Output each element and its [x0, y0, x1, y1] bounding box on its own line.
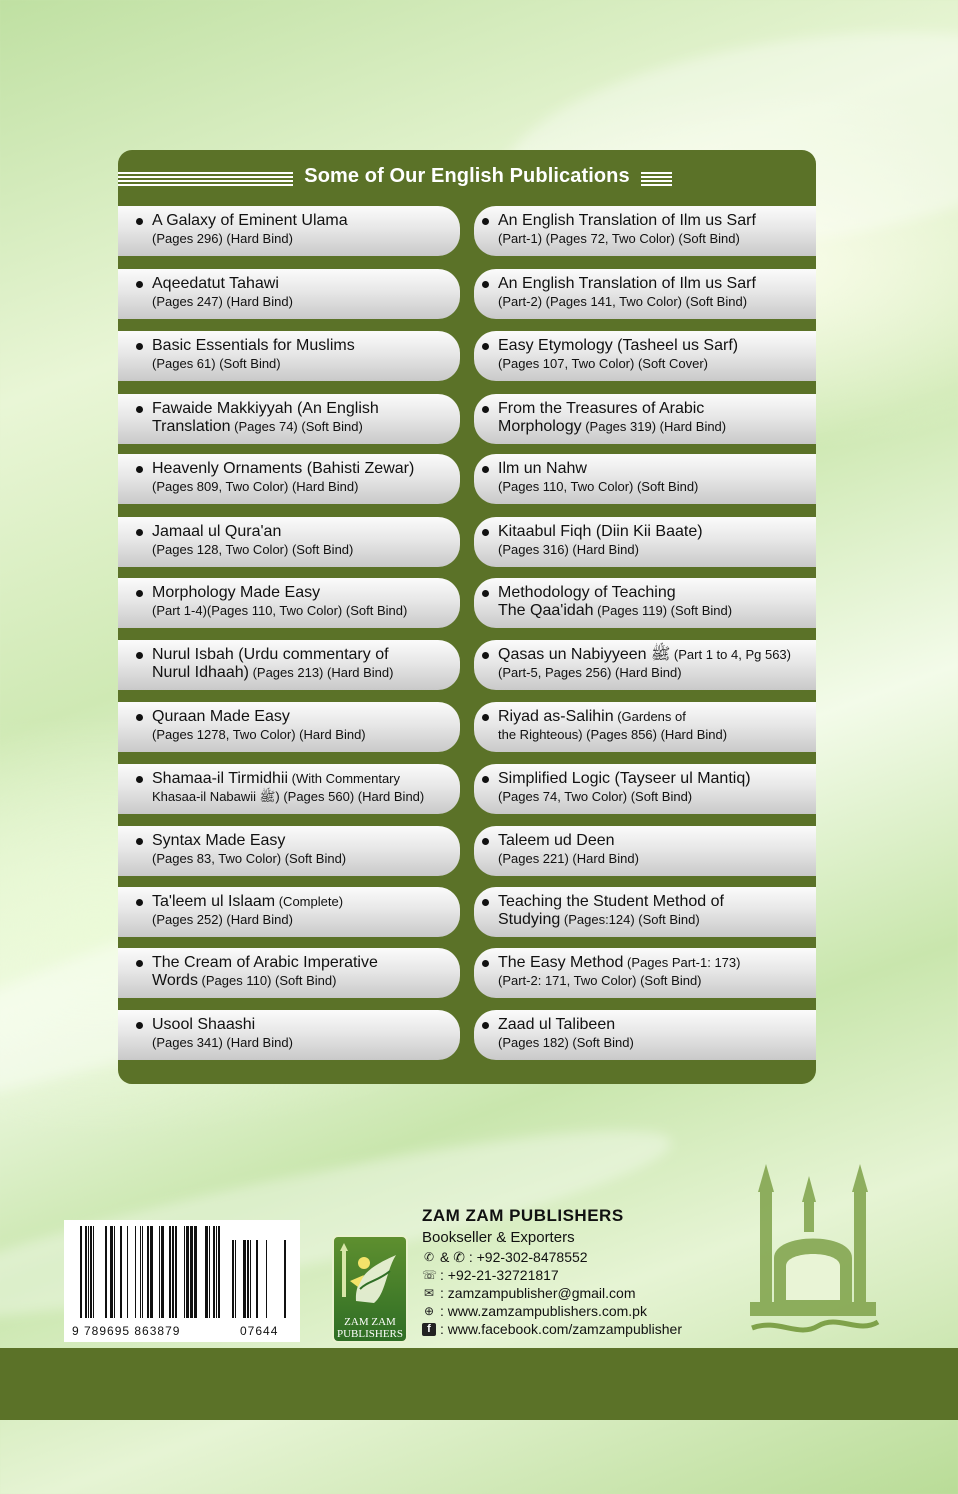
- barcode-bar: [186, 1226, 189, 1318]
- title-text: An English Translation of Ilm us Sarf: [498, 275, 756, 292]
- mobile-number: & ✆ : +92-302-8478552: [440, 1249, 588, 1265]
- title-text: Methodology of Teaching: [498, 584, 676, 601]
- barcode-bar: [135, 1226, 136, 1318]
- publication-title: [498, 770, 816, 788]
- publication-item: [118, 517, 460, 567]
- title-text: Quraan Made Easy: [152, 708, 290, 725]
- isbn-number: 9 789695 863879: [72, 1324, 181, 1338]
- title-note: (Part 1 to 4, Pg 563): [670, 647, 791, 662]
- details-text: (Pages 119) (Soft Bind): [593, 603, 733, 618]
- publication-details: [498, 293, 816, 311]
- details-text: (Pages 107, Two Color) (Soft Cover): [498, 356, 709, 371]
- publication-item: [118, 702, 460, 752]
- barcode-bar: [150, 1226, 153, 1318]
- details-text: (Part-5, Pages 256) (Hard Bind): [498, 665, 682, 680]
- publication-item: [118, 331, 460, 381]
- contact-row-phone: [422, 1266, 682, 1284]
- panel-header: [118, 164, 816, 194]
- publication-item: [118, 1010, 460, 1060]
- title-text: The Easy Method: [498, 954, 624, 971]
- publication-title: [498, 893, 816, 911]
- publication-item: [118, 948, 460, 998]
- publication-item: [118, 454, 460, 504]
- publication-title: [152, 832, 460, 850]
- title-continuation: Morphology: [498, 418, 582, 435]
- publication-item: [474, 454, 816, 504]
- barcode-bar: [235, 1240, 236, 1318]
- barcode-bars: [80, 1226, 286, 1318]
- barcode-bar: [190, 1226, 193, 1318]
- barcode-bar: [232, 1240, 234, 1318]
- publication-details: [498, 230, 816, 248]
- publication-title: [152, 212, 460, 230]
- title-note: (Pages Part-1: 173): [623, 955, 741, 970]
- details-text: (Pages 252) (Hard Bind): [152, 912, 293, 927]
- publication-title: [152, 400, 460, 418]
- title-text: Ilm un Nahw: [498, 460, 587, 477]
- publication-title: [152, 1016, 460, 1034]
- title-note: (Gardens of: [613, 709, 686, 724]
- title-text: Jamaal ul Qura'an: [152, 523, 282, 540]
- publication-details: [152, 788, 460, 806]
- publication-item: [474, 578, 816, 628]
- contact-row-email: [422, 1284, 682, 1302]
- barcode-bar: [110, 1226, 113, 1318]
- details-text: (Part-1) (Pages 72, Two Color) (Soft Bind): [498, 231, 740, 246]
- details-text: (Pages 83, Two Color) (Soft Bind): [152, 851, 347, 866]
- barcode-bar: [88, 1226, 89, 1318]
- publication-title: [498, 337, 816, 355]
- barcode-bar: [120, 1226, 122, 1318]
- publication-details: [498, 602, 816, 620]
- title-note: (Complete): [275, 894, 344, 909]
- publication-details: [152, 478, 460, 496]
- publication-item: [118, 269, 460, 319]
- details-text: (Pages 341) (Hard Bind): [152, 1035, 293, 1050]
- barcode-bar: [105, 1226, 107, 1318]
- publication-title: [152, 337, 460, 355]
- details-text: (Pages 296) (Hard Bind): [152, 231, 293, 246]
- phone-number: : +92-21-32721817: [440, 1267, 559, 1283]
- publication-details: [498, 664, 816, 682]
- publication-details: [152, 911, 460, 929]
- contact-row-website: [422, 1302, 682, 1320]
- publication-title: [498, 460, 816, 478]
- publication-title: [152, 708, 460, 726]
- title-text: Nurul Isbah (Urdu commentary of: [152, 646, 389, 663]
- details-text: (Pages:124) (Soft Bind): [560, 912, 700, 927]
- barcode-bar: [284, 1240, 286, 1318]
- title-text: Shamaa-il Tirmidhii: [152, 770, 289, 787]
- publication-details: [152, 726, 460, 744]
- barcode-bar: [169, 1226, 171, 1318]
- barcode-bar: [175, 1226, 177, 1318]
- publication-item: [474, 331, 816, 381]
- barcode-bar: [247, 1240, 249, 1318]
- zamzam-emblem-icon: [334, 1241, 406, 1315]
- barcode-bar: [184, 1226, 185, 1318]
- facebook-url: : www.facebook.com/zamzampublisher: [440, 1321, 682, 1337]
- details-text: (Pages 247) (Hard Bind): [152, 294, 293, 309]
- publication-item: [474, 1010, 816, 1060]
- title-text: The Cream of Arabic Imperative: [152, 954, 378, 971]
- isbn-barcode: [64, 1220, 300, 1342]
- details-text: the Righteous) (Pages 856) (Hard Bind): [498, 727, 728, 742]
- footer-band: [0, 1348, 958, 1420]
- publication-title: [152, 275, 460, 293]
- barcode-bar: [250, 1240, 251, 1318]
- publication-details: [152, 418, 460, 436]
- title-continuation: Nurul Idhaah): [152, 664, 249, 681]
- publication-details: [152, 664, 460, 682]
- details-text: (Pages 74, Two Color) (Soft Bind): [498, 789, 693, 804]
- publication-details: [498, 355, 816, 373]
- publication-item: [118, 826, 460, 876]
- publication-title: [498, 275, 816, 293]
- publication-details: [152, 541, 460, 559]
- publisher-contact: [422, 1206, 682, 1338]
- publication-details: [498, 788, 816, 806]
- title-text: Syntax Made Easy: [152, 832, 286, 849]
- publication-details: [498, 850, 816, 868]
- publication-details: [152, 230, 460, 248]
- barcode-bar: [127, 1226, 128, 1318]
- barcode-bar: [93, 1226, 94, 1318]
- barcode-bar: [213, 1226, 215, 1318]
- barcode-bar: [159, 1226, 160, 1318]
- barcode-bar: [209, 1226, 210, 1318]
- details-text: (Pages 182) (Soft Bind): [498, 1035, 634, 1050]
- publication-title: [152, 584, 460, 602]
- publication-item: [118, 394, 460, 444]
- title-text: Qasas un Nabiyyeen ﷺ: [498, 646, 671, 663]
- publication-title: [152, 893, 460, 911]
- title-continuation: Studying: [498, 911, 561, 928]
- title-text: Simplified Logic (Tayseer ul Mantiq): [498, 770, 751, 787]
- publications-panel: [118, 150, 816, 1084]
- title-text: Ta'leem ul Islaam: [152, 893, 276, 910]
- publication-item: [474, 640, 816, 690]
- publication-title: [498, 708, 816, 726]
- details-text: (Pages 110) (Soft Bind): [197, 973, 337, 988]
- logo-text-line2: PUBLISHERS: [336, 1328, 404, 1340]
- phone-whatsapp-icon: ✆: [423, 1250, 435, 1264]
- barcode-bar: [140, 1226, 141, 1318]
- publication-title: [152, 523, 460, 541]
- publication-title: [498, 954, 816, 972]
- publication-details: [498, 418, 816, 436]
- publication-details: [498, 541, 816, 559]
- title-text: Taleem ud Deen: [498, 832, 615, 849]
- publication-item: [474, 394, 816, 444]
- barcode-bar: [216, 1226, 217, 1318]
- publication-details: [152, 602, 460, 620]
- mosque-emblem-icon: [738, 1162, 888, 1342]
- publication-item: [118, 206, 460, 256]
- publication-details: [152, 293, 460, 311]
- barcode-bar: [114, 1226, 115, 1318]
- details-text: (Pages 213) (Hard Bind): [248, 665, 394, 680]
- publication-item: [118, 887, 460, 937]
- title-text: Aqeedatut Tahawi: [152, 275, 279, 292]
- contact-row-facebook: [422, 1320, 682, 1338]
- publication-item: [474, 517, 816, 567]
- publication-title: [498, 212, 816, 230]
- publication-title: [152, 646, 460, 664]
- publication-item: [474, 702, 816, 752]
- publication-details: [498, 911, 816, 929]
- title-text: Easy Etymology (Tasheel us Sarf): [498, 337, 739, 354]
- addon-number: 07644: [240, 1324, 279, 1338]
- title-text: An English Translation of Ilm us Sarf: [498, 212, 756, 229]
- publication-details: [498, 726, 816, 744]
- publication-title: [152, 954, 460, 972]
- details-text: (Pages 809, Two Color) (Hard Bind): [152, 479, 359, 494]
- details-text: (Part-2) (Pages 141, Two Color) (Soft Bind): [498, 294, 748, 309]
- barcode-bar: [147, 1226, 149, 1318]
- phone-icon: ☏: [422, 1268, 438, 1282]
- barcode-bar: [85, 1226, 87, 1318]
- details-text: (Pages 128, Two Color) (Soft Bind): [152, 542, 354, 557]
- publication-item: [118, 764, 460, 814]
- barcode-bar: [80, 1226, 82, 1318]
- publication-details: [152, 850, 460, 868]
- title-text: Basic Essentials for Muslims: [152, 337, 355, 354]
- title-text: Morphology Made Easy: [152, 584, 321, 601]
- publication-title: [152, 770, 460, 788]
- publication-details: [498, 1034, 816, 1052]
- details-text: (Pages 74) (Soft Bind): [230, 419, 363, 434]
- barcode-bar: [161, 1226, 164, 1318]
- title-text: From the Treasures of Arabic: [498, 400, 705, 417]
- facebook-icon: f: [422, 1323, 436, 1336]
- barcode-bar: [194, 1226, 197, 1318]
- publication-item: [474, 206, 816, 256]
- publication-details: [152, 972, 460, 990]
- publisher-name: ZAM ZAM PUBLISHERS: [422, 1206, 624, 1225]
- title-continuation: Words: [152, 972, 198, 989]
- website-url: : www.zamzampublishers.com.pk: [440, 1303, 647, 1319]
- barcode-bar: [90, 1226, 92, 1318]
- barcode-bar: [172, 1226, 174, 1318]
- title-text: Teaching the Student Method of: [498, 893, 724, 910]
- title-note: (With Commentary: [288, 771, 401, 786]
- publication-item: [118, 578, 460, 628]
- panel-title: Some of Our English Publications: [304, 165, 630, 187]
- contact-row-mobile: [422, 1248, 682, 1266]
- publication-title: [498, 1016, 816, 1034]
- title-text: Heavenly Ornaments (Bahisti Zewar): [152, 460, 415, 477]
- details-text: (Pages 319) (Hard Bind): [581, 419, 727, 434]
- barcode-bar: [266, 1240, 267, 1318]
- publisher-subtitle: Bookseller & Exporters: [422, 1229, 575, 1246]
- logo-text-line1: ZAM ZAM: [344, 1316, 396, 1328]
- publication-details: [152, 355, 460, 373]
- barcode-bar: [256, 1240, 258, 1318]
- publication-item: [474, 948, 816, 998]
- barcode-bar: [218, 1226, 220, 1318]
- publication-details: [498, 478, 816, 496]
- publication-title: [498, 400, 816, 418]
- details-text: Khasaa-il Nabawii ﷺ) (Pages 560) (Hard Bind): [152, 789, 425, 804]
- title-text: Riyad as-Salihin: [498, 708, 614, 725]
- details-text: (Pages 61) (Soft Bind): [152, 356, 281, 371]
- publication-item: [474, 764, 816, 814]
- email-icon: ✉: [423, 1286, 435, 1300]
- publication-item: [474, 269, 816, 319]
- publication-title: [498, 523, 816, 541]
- title-text: Zaad ul Talibeen: [498, 1016, 616, 1033]
- details-text: (Pages 1278, Two Color) (Hard Bind): [152, 727, 366, 742]
- publication-details: [498, 972, 816, 990]
- title-text: A Galaxy of Eminent Ulama: [152, 212, 348, 229]
- publication-title: [498, 646, 816, 664]
- details-text: (Pages 316) (Hard Bind): [498, 542, 639, 557]
- details-text: (Pages 221) (Hard Bind): [498, 851, 639, 866]
- publication-item: [474, 826, 816, 876]
- title-text: Fawaide Makkiyyah (An English: [152, 400, 379, 417]
- barcode-bar: [205, 1226, 208, 1318]
- publication-item: [118, 640, 460, 690]
- barcode-bar: [243, 1240, 246, 1318]
- title-text: Kitaabul Fiqh (Diin Kii Baate): [498, 523, 703, 540]
- zamzam-publishers-logo: [332, 1235, 408, 1343]
- barcode-bar: [142, 1226, 143, 1318]
- title-continuation: Translation: [152, 418, 231, 435]
- publication-title: [152, 460, 460, 478]
- email-address: : zamzampublisher@gmail.com: [440, 1285, 636, 1301]
- title-text: Usool Shaashi: [152, 1016, 256, 1033]
- publication-details: [152, 1034, 460, 1052]
- details-text: (Part 1-4)(Pages 110, Two Color) (Soft Bind): [152, 603, 408, 618]
- publication-title: [498, 832, 816, 850]
- publication-title: [498, 584, 816, 602]
- globe-icon: ⊕: [423, 1304, 435, 1318]
- publication-item: [474, 887, 816, 937]
- details-text: (Part-2: 171, Two Color) (Soft Bind): [498, 973, 702, 988]
- details-text: (Pages 110, Two Color) (Soft Bind): [498, 479, 699, 494]
- title-continuation: The Qaa'idah: [498, 602, 594, 619]
